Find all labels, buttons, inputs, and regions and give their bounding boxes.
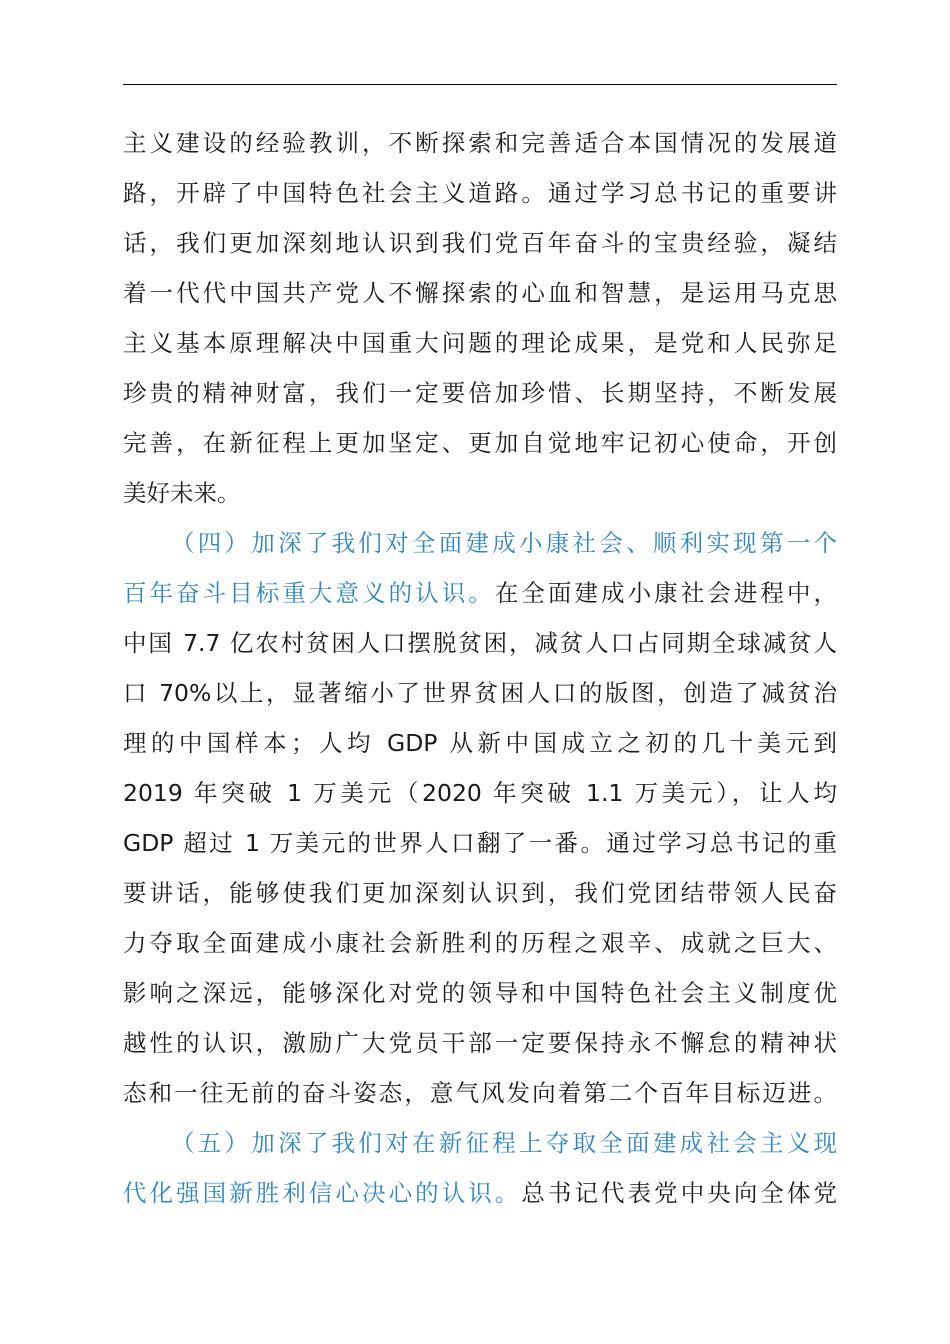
paragraph-2: [123, 518, 837, 1118]
text-line: 主义建设的经验教训，不断探索和完善适合本国情况的发展道: [123, 129, 837, 157]
text-line: 完善，在新征程上更加坚定、更加自觉地牢记初心使命，开创: [123, 429, 837, 457]
text-line: 态和一往无前的奋斗姿态，意气风发向着第二个百年目标迈进。: [123, 1079, 837, 1107]
text-line: 越性的认识，激励广大党员干部一定要保持永不懈怠的精神状: [123, 1029, 837, 1057]
text-line: [123, 1118, 837, 1168]
text-line: 中国 7.7 亿农村贫困人口摆脱贫困，减贫人口占同期全球减贫人: [123, 629, 837, 657]
text-line: 力夺取全面建成小康社会新胜利的历程之艰辛、成就之巨大、: [123, 929, 837, 957]
section-heading: （四）加深了我们对全面建成小康社会、顺利实现第一个: [171, 529, 837, 557]
paragraph-3: [123, 1118, 837, 1218]
text-line: 珍贵的精神财富，我们一定要倍加珍惜、长期坚持，不断发展: [123, 379, 837, 407]
text-line: 2019 年突破 1 万美元（2020 年突破 1.1 万美元），让人均: [123, 779, 837, 807]
header-rule: [123, 84, 837, 85]
text-line: 主义基本原理解决中国重大问题的理论成果，是党和人民弥足: [123, 329, 837, 357]
paragraph-1: [123, 118, 837, 518]
text-line: 要讲话，能够使我们更加深刻认识到，我们党团结带领人民奋: [123, 879, 837, 907]
text-line: 口 70%以上，显著缩小了世界贫困人口的版图，创造了减贫治: [123, 679, 837, 707]
text-line: 百年奋斗目标重大意义的认识。在全面建成小康社会进程中，: [123, 579, 838, 607]
text-line: 美好未来。: [123, 479, 241, 507]
document-body: [123, 118, 837, 1218]
text-line: [123, 518, 837, 568]
section-heading: 百年奋斗目标重大意义的认识。: [123, 579, 495, 607]
text-line: 着一代代中国共产党人不懈探索的心血和智慧，是运用马克思: [123, 279, 837, 307]
text-line: 理的中国样本；人均 GDP 从新中国成立之初的几十美元到: [123, 729, 837, 757]
text-line: 影响之深远，能够深化对党的领导和中国特色社会主义制度优: [123, 979, 837, 1007]
text-line: 话，我们更加深刻地认识到我们党百年奋斗的宝贵经验，凝结: [123, 229, 837, 257]
section-heading: 代化强国新胜利信心决心的认识。: [123, 1179, 522, 1207]
text-line: 代化强国新胜利信心决心的认识。总书记代表党中央向全体党: [123, 1179, 838, 1207]
section-heading: （五）加深了我们对在新征程上夺取全面建成社会主义现: [171, 1129, 837, 1157]
text-line: 路，开辟了中国特色社会主义道路。通过学习总书记的重要讲: [123, 179, 837, 207]
text-line: GDP 超过 1 万美元的世界人口翻了一番。通过学习总书记的重: [123, 829, 837, 857]
